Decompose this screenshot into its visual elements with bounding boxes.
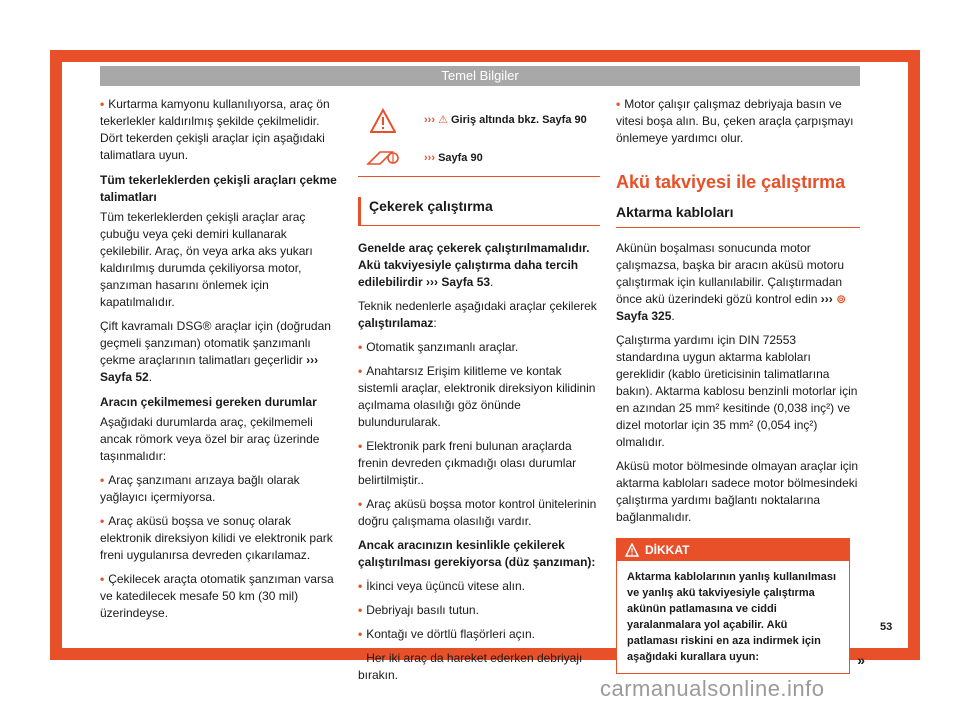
subheading-awd-towing: Tüm tekerleklerden çekişli araçları çekme talimatları (100, 173, 337, 204)
caution-triangle-icon (625, 543, 639, 557)
warning-triangle-icon (370, 108, 396, 134)
column-middle (358, 96, 600, 691)
caution-header (617, 539, 849, 561)
page-reference-link[interactable]: ››› Sayfa 52 (100, 353, 319, 384)
bullet-icon: • (100, 97, 105, 111)
intro-bullet: • Kurtarma kamyonu kullanılıyorsa, araç ön tekerlekler kaldırılmış şekilde çekilmelidir. Dört tekerden çekişli araçlar için aşağıdaki talimatlara uyun. (100, 97, 330, 162)
step-item: • Debriyajı basılı tutun. (358, 603, 479, 617)
bullet-icon: • (358, 603, 363, 617)
caution-title: DİKKAT (645, 543, 690, 557)
watermark-text: carmanualsonline.info (600, 676, 825, 701)
continue-arrow-icon: » (857, 652, 865, 668)
subsection-title-jumper-cables: Aktarma kabloları (616, 203, 860, 228)
lead-paragraph: Genelde araç çekerek çalıştırılmamalıdır. Akü takviyesiyle çalıştırma daha tercih edilebilirdir ››› Sayfa 53. (358, 241, 590, 289)
paragraph-technical: Teknik nedenlerle aşağıdaki araçlar çekilerek çalıştırılamaz: (358, 299, 597, 330)
paragraph-battery-check: Akünün boşalması sonucunda motor çalışmazsa, başka bir aracın aküsü motoru çalıştırmak için kullanılabilir. Çalıştırmadan önce akü üzerindeki gözü kontrol edin ››› ⊚ Sayfa 325. (616, 241, 847, 323)
page-reference-link[interactable]: ››› Sayfa 53 (426, 275, 491, 289)
battery-eye-icon: ⊚ (836, 292, 847, 306)
caution-box (616, 538, 865, 674)
list-item: • Araç aküsü boşsa motor kontrol ünitelerinin doğru çalışmama olasılığı vardır. (358, 497, 597, 528)
bullet-icon: • (358, 497, 363, 511)
step-item: • Kontağı ve dörtlü flaşörleri açın. (358, 627, 535, 641)
page-number: 53 (880, 621, 893, 633)
tow-start-body (358, 240, 600, 684)
small-warning-icon: ⚠ (438, 114, 448, 126)
warning-page-reference[interactable]: ››› ⚠ Giriş altında bkz. Sayfa 90 (424, 114, 587, 126)
list-item: • Çekilecek araçta otomatik şanzıman varsa ve katedilecek mesafe 50 km (30 mil) üzerindeyse. (100, 572, 334, 620)
section-title-tow-start: Çekerek çalıştırma (358, 197, 600, 226)
list-item: • Elektronik park freni bulunan araçlarda frenin devreden çıkmadığı olası durumlar belirtilmiştir.. (358, 439, 577, 487)
paragraph-dsg: Çift kavramalı DSG® araçlar için (doğrudan geçmeli şanzıman) otomatik şanzımanlı çekme araçlarının talimatları geçerlidir ››› Sayfa 52. (100, 319, 331, 384)
paragraph-din-standard: Çalıştırma yardımı için DIN 72553 standardına uygun aktarma kabloları gereklidir (kablo üreticisinin talimatlarına bakın). Aktarma kablosu benzinli motorlar için en azından 25 mm² kesitinde (0,038 inç²) ve dizel motorlar için 35 mm² (0,054 inç²) olmalıdır. (616, 333, 858, 449)
book-page-reference[interactable]: ››› Sayfa 90 (424, 152, 483, 164)
bullet-icon: • (100, 514, 105, 528)
step-item: • Her iki araç da hareket ederken debriyajı bırakın. (358, 651, 583, 682)
subheading-no-tow: Aracın çekilmemesi gereken durumlar (100, 395, 317, 409)
section-title-jump-start: Akü takviyesi ile çalıştırma (616, 172, 846, 192)
caution-text: Aktarma kablolarının yanlış kullanılması ve yanlış akü takviyesiyle çalıştırma akünün patlamasına ve ciddi yaralanmalara yol açabilir. Akü patlaması riskini en aza indirmek için aşağıdaki kurallara uyun: (617, 561, 849, 673)
paragraph-connection-points: Aküsü motor bölmesinde olmayan araçlar için aktarma kabloları sadece motor bölmesindeki çalıştırma yardımı bağlantı noktalarına bağlanmalıdır. (616, 459, 859, 524)
step-item: • İkinci veya üçüncü vitese alın. (358, 579, 525, 593)
intro-bullet: • Motor çalışır çalışmaz debriyaja basın ve vitesi boşa alın. Bu, çeken araçla çarpışmayı önlemeye yardımcı olur. (616, 97, 854, 145)
bullet-icon: • (358, 579, 363, 593)
column-right (616, 96, 865, 674)
subheading-manual-tow: Ancak aracınızın kesinlikle çekilerek çalıştırılması gerekiyorsa (düz şanzıman): (358, 538, 596, 569)
bullet-icon: • (100, 572, 105, 586)
column-left (100, 96, 342, 629)
bullet-icon: • (616, 97, 621, 111)
manual-book-icon (366, 144, 400, 168)
bullet-icon: • (358, 627, 363, 641)
bullet-icon: • (358, 364, 363, 378)
no-tow-list (100, 472, 342, 622)
paragraph-no-tow: Aşağıdaki durumlarda araç, çekilmemeli ancak römork veya özel bir araç üzerinde taşınmalıdır: (100, 415, 320, 463)
list-item: • Araç şanzımanı arızaya bağlı olarak yağlayıcı içermiyorsa. (100, 473, 300, 504)
list-item: • Araç aküsü boşsa ve sonuç olarak elektronik direksiyon kilidi ve elektronik park freni uygulanırsa devreden çıkarılamaz. (100, 514, 333, 562)
list-item: • Anahtarsız Erişim kilitleme ve kontak sistemli araçlar, elektronik direksiyon kilidinin açılmama olasılığı göz önünde bulundurularak. (358, 364, 596, 429)
warning-reference-box (358, 100, 600, 177)
running-header: Temel Bilgiler (100, 66, 860, 86)
page-reference-link[interactable]: ››› ⊚ Sayfa 325 (616, 292, 847, 323)
bullet-icon: • (358, 651, 363, 665)
paragraph-awd: Tüm tekerleklerden çekişli araçlar araç çubuğu veya çeki demiri kullanarak çekilebilir. Araç, ön veya arka aks yukarı kaldırılmış durumda çekiliyorsa motor, şanzıman hasarını önlemek için kapatılmalıdır. (100, 210, 313, 309)
bullet-icon: • (100, 473, 105, 487)
bullet-icon: • (358, 340, 363, 354)
list-item: • Otomatik şanzımanlı araçlar. (358, 340, 519, 354)
bullet-icon: • (358, 439, 363, 453)
